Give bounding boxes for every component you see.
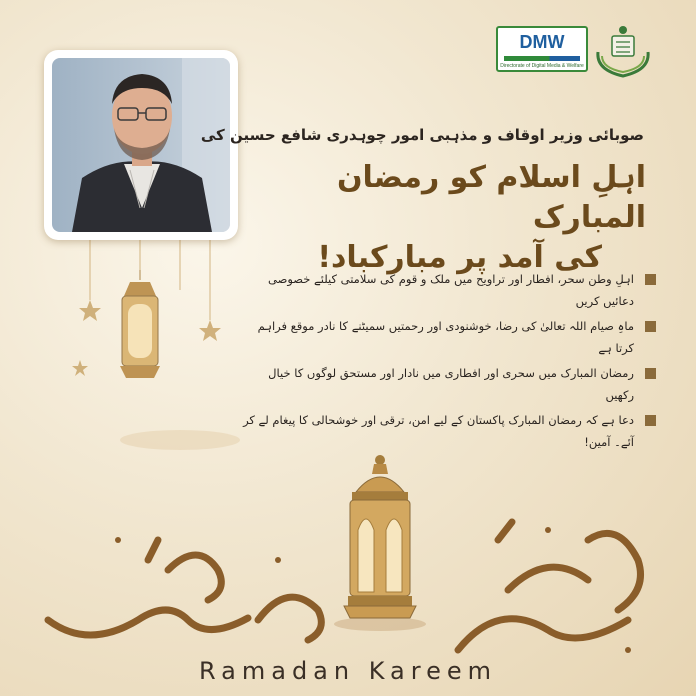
headline-greeting-line1: اہلِ اسلام کو رمضان المبارک	[336, 160, 646, 235]
ramadan-kareem-calligraphy	[28, 500, 668, 670]
dmw-logo	[496, 26, 588, 72]
minister-photo-frame	[44, 50, 238, 240]
bullet-text: رمضان المبارک میں سحری اور افطاری میں نادار اور مستحق لوگوں کا خیال رکھیں	[268, 366, 634, 402]
bullet-square-icon	[645, 274, 656, 285]
minister-portrait	[52, 58, 230, 232]
hanging-lanterns-decoration	[50, 240, 250, 460]
headline-greeting-line2: کی آمد پر مبارکباد!	[317, 240, 602, 275]
bullet-text: اہلِ وطن سحر، افطار اور تراویح میں ملک و قوم کی سلامتی کیلئے خصوصی دعائیں کریں	[267, 272, 634, 308]
bullet-square-icon	[645, 321, 656, 332]
bullet-text: دعا ہے کہ رمضان المبارک پاکستان کے لیے امن، ترقی اور خوشحالی کا پیغام لے کر آئے۔ آمین!	[243, 413, 634, 449]
bullet-square-icon	[645, 368, 656, 379]
lantern-icon	[120, 270, 160, 378]
bullet-text: ماہِ صیام اللہ تعالیٰ کی رضا، خوشنودی اور رحمتیں سمیٹنے کا نادر موقع فراہم کرتا ہے	[257, 319, 634, 355]
headline-greeting	[226, 158, 646, 278]
list-item	[238, 409, 656, 453]
seal-icon	[592, 22, 654, 78]
dmw-logo-text: DMW	[519, 32, 565, 52]
dmw-logo-stripe	[504, 56, 580, 61]
dmw-logo-subtext: Directorate of Digital Media & Welfare	[500, 63, 584, 69]
list-item	[238, 315, 656, 359]
bullet-square-icon	[645, 415, 656, 426]
list-item	[238, 268, 656, 312]
message-bullet-list	[238, 268, 656, 456]
ramadan-kareem-english: Ramadan Kareem	[199, 657, 497, 685]
headline-minister-line: صوبائی وزیر اوقاف و مذہبی امور چوہدری شافع حسین کی	[200, 126, 644, 144]
list-item	[238, 362, 656, 406]
